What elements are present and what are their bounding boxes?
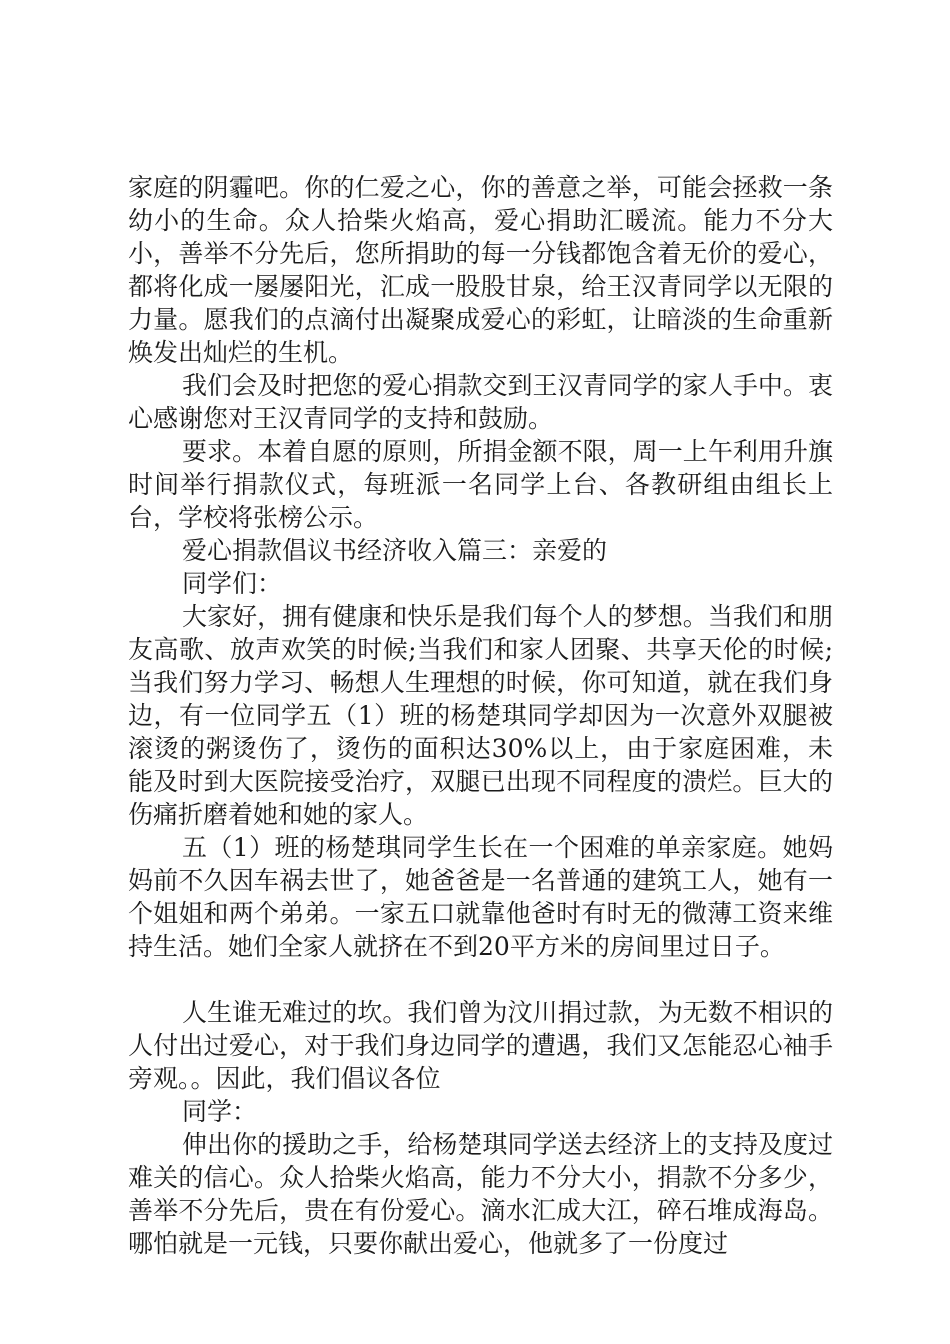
- paragraph-delivery-note: 我们会及时把您的爱心捐款交到王汉青同学的家人手中。衷心感谢您对王汉青同学的支持和鼓励。: [128, 371, 833, 433]
- salutation-classmates: 同学：: [182, 1097, 258, 1126]
- paragraph-family-situation: 五（1）班的杨楚琪同学生长在一个困难的单亲家庭。她妈妈前不久因车祸去世了，她爸爸是一名普通的建筑工人，她有一个姐姐和两个弟弟。一家五口就靠他爸时有时无的微薄工资来维持生活。她们全家人就挤在不到20平方米的房间里过日子。: [128, 833, 833, 961]
- paragraph-greeting: 大家好，拥有健康和快乐是我们每个人的梦想。当我们和朋友高歌、放声欢笑的时候;当我们和家人团聚、共享天伦的时候;当我们努力学习、畅想人生理想的时候，你可知道，就在我们身边，有一位同学五（1）班的杨楚琪同学却因为一次意外双腿被滚烫的粥烫伤了，烫伤的面积达30%以上，由于家庭困难，未能及时到大医院接受治疗，双腿已出现不同程度的溃烂。巨大的伤痛折磨着她和她的家人。: [128, 602, 833, 829]
- paragraph-appeal: 人生谁无难过的坎。我们曾为汶川捐过款，为无数不相识的人付出过爱心，对于我们身边同学的遭遇，我们又怎能忍心袖手旁观。。因此，我们倡议各位: [128, 998, 833, 1093]
- paragraph-call-to-action: 伸出你的援助之手，给杨楚琪同学送去经济上的支持及度过难关的信心。众人拾柴火焰高，能力不分大小，捐款不分多少，善举不分先后，贵在有份爱心。滴水汇成大江，碎石堆成海岛。哪怕就是一元钱，只要你献出爱心，他就多了一份度过: [128, 1130, 833, 1258]
- section-heading: 爱心捐款倡议书经济收入篇三：亲爱的: [182, 536, 608, 565]
- salutation: 同学们：: [182, 569, 283, 598]
- document-page: [128, 171, 833, 1260]
- paragraph-requirements: 要求。本着自愿的原则，所捐金额不限，周一上午利用升旗时间举行捐款仪式，每班派一名同学上台、各教研组由组长上台，学校将张榜公示。: [128, 437, 833, 532]
- paragraph-continuation: 家庭的阴霾吧。你的仁爱之心，你的善意之举，可能会拯救一条幼小的生命。众人拾柴火焰高，爱心捐助汇暖流。能力不分大小，善举不分先后，您所捐助的每一分钱都饱含着无价的爱心，都将化成一屡屡阳光，汇成一股股甘泉，给王汉青同学以无限的力量。愿我们的点滴付出凝聚成爱心的彩虹，让暗淡的生命重新焕发出灿烂的生机。: [128, 173, 833, 367]
